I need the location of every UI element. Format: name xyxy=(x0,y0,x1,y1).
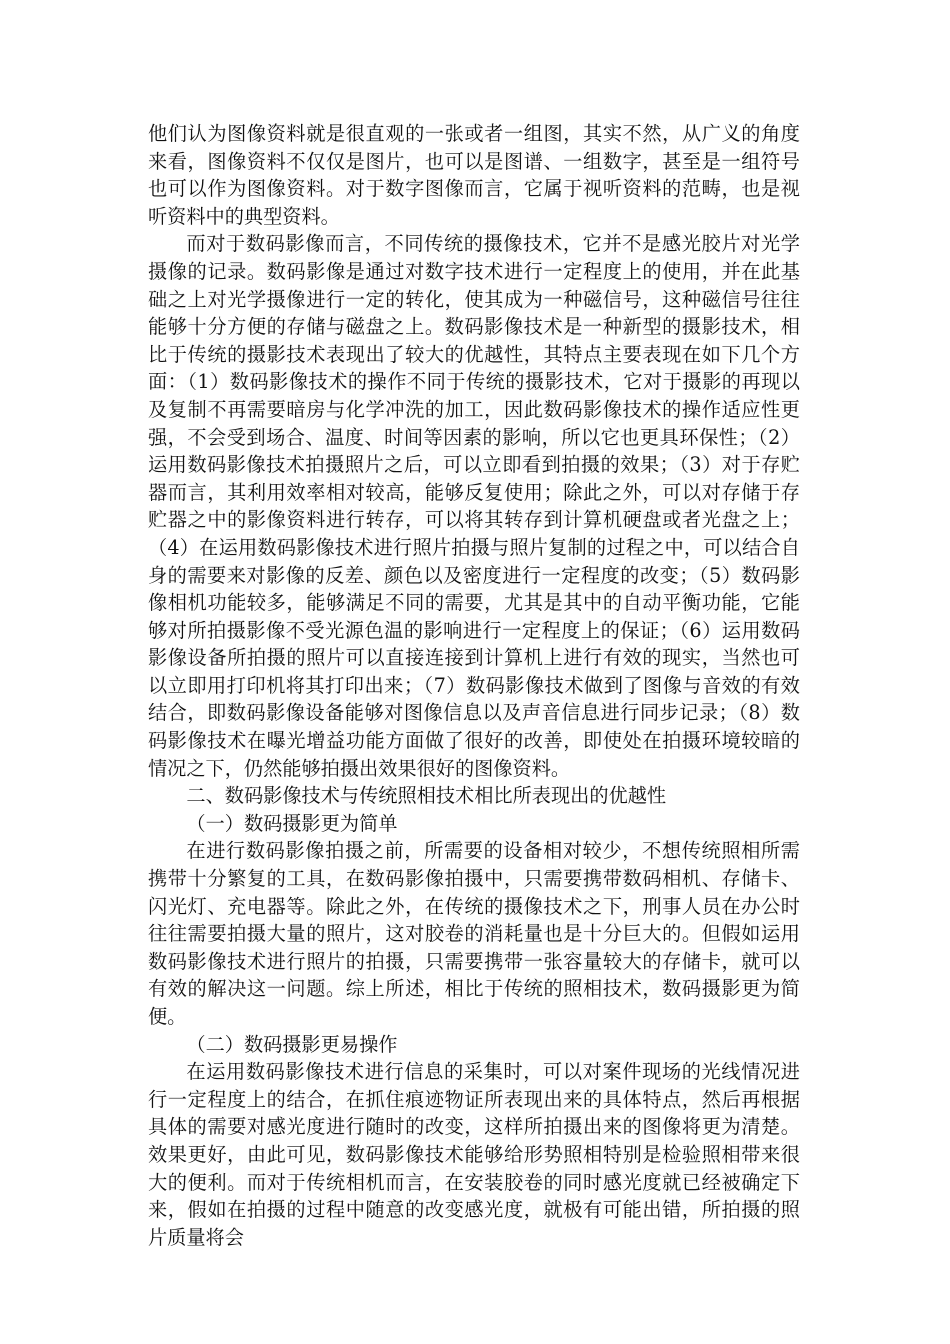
paragraph-simpler-equipment: 在进行数码影像拍摄之前，所需要的设备相对较少，不想传统照相所需携带十分繁复的工具，在数码影像拍摄中，只需要携带数码相机、存储卡、闪光灯、充电器等。除此之外，在传统的摄像技术之下，刑事人员在办公时往往需要拍摄大量的照片，这对胶卷的消耗量也是十分巨大的。但假如运用数码影像技术进行照片的拍摄，只需要携带一张容量较大的存储卡，就可以有效的解决这一问题。综上所述，相比于传统的照相技术，数码摄影更为简便。 xyxy=(148,839,800,1028)
section-heading-advantages: 二、数码影像技术与传统照相技术相比所表现出的优越性 xyxy=(186,784,667,808)
paragraph-digital-imaging-features: 而对于数码影像而言，不同传统的摄像技术，它并不是感光胶片对光学摄像的记录。数码影像是通过对数字技术进行一定程度上的使用，并在此基础之上对光学摄像进行一定的转化，使其成为一种磁信号，这种磁信号往往能够十分方便的存储与磁盘之上。数码影像技术是一种新型的摄影技术，相比于传统的摄影技术表现出了较大的优越性，其特点主要表现在如下几个方面：（1）数码影像技术的操作不同于传统的摄影技术，它对于摄影的再现以及复制不再需要暗房与化学冲洗的加工，因此数码影像技术的操作适应性更强，不会受到场合、温度、时间等因素的影响，所以它也更具环保性；（2）运用数码影像技术拍摄照片之后，可以立即看到拍摄的效果；（3）对于存贮器而言，其利用效率相对较高，能够反复使用；除此之外，可以对存储于存贮器之中的影像资料进行转存，可以将其转存到计算机硬盘或者光盘之上；（4）在运用数码影像技术进行照片拍摄与照片复制的过程之中，可以结合自身的需要来对影像的反差、颜色以及密度进行一定程度的改变；（5）数码影像相机功能较多，能够满足不同的需要，尤其是其中的自动平衡功能，它能够对所拍摄影像不受光源色温的影响进行一定程度上的保证；（6）运用数码影像设备所拍摄的照片可以直接连接到计算机上进行有效的现实，当然也可以立即用打印机将其打印出来；（7）数码影像技术做到了图像与音效的有效结合，即数码影像设备能够对图像信息以及声音信息进行同步记录；（8）数码影像技术在曝光增益功能方面做了很好的改善，即使处在拍摄环境较暗的情况之下，仍然能够拍摄出效果很好的图像资料。 xyxy=(148,232,800,780)
paragraph-easier-operation: 在运用数码影像技术进行信息的采集时，可以对案件现场的光线情况进行一定程度上的结合，在抓住痕迹物证所表现出来的具体特点，然后再根据具体的需要对感光度进行随时的改变，这样所拍摄出来的图像将更为清楚。效果更好，由此可见，数码影像技术能够给形势照相特别是检验照相带来很大的便利。而对于传统相机而言，在安装胶卷的同时感光度就已经被确定下来，假如在拍摄的过程中随意的改变感光度，就极有可能出错，所拍摄的照片质量将会 xyxy=(148,1060,800,1249)
document-page xyxy=(148,120,800,1251)
subsection-heading-easier: （二）数码摄影更易操作 xyxy=(186,1032,398,1056)
subsection-heading-simpler: （一）数码摄影更为简单 xyxy=(186,811,398,835)
paragraph-image-data-definition: 他们认为图像资料就是很直观的一张或者一组图，其实不然，从广义的角度来看，图像资料不仅仅是图片，也可以是图谱、一组数字，甚至是一组符号也可以作为图像资料。对于数字图像而言，它属于视听资料的范畴，也是视听资料中的典型资料。 xyxy=(148,122,800,228)
